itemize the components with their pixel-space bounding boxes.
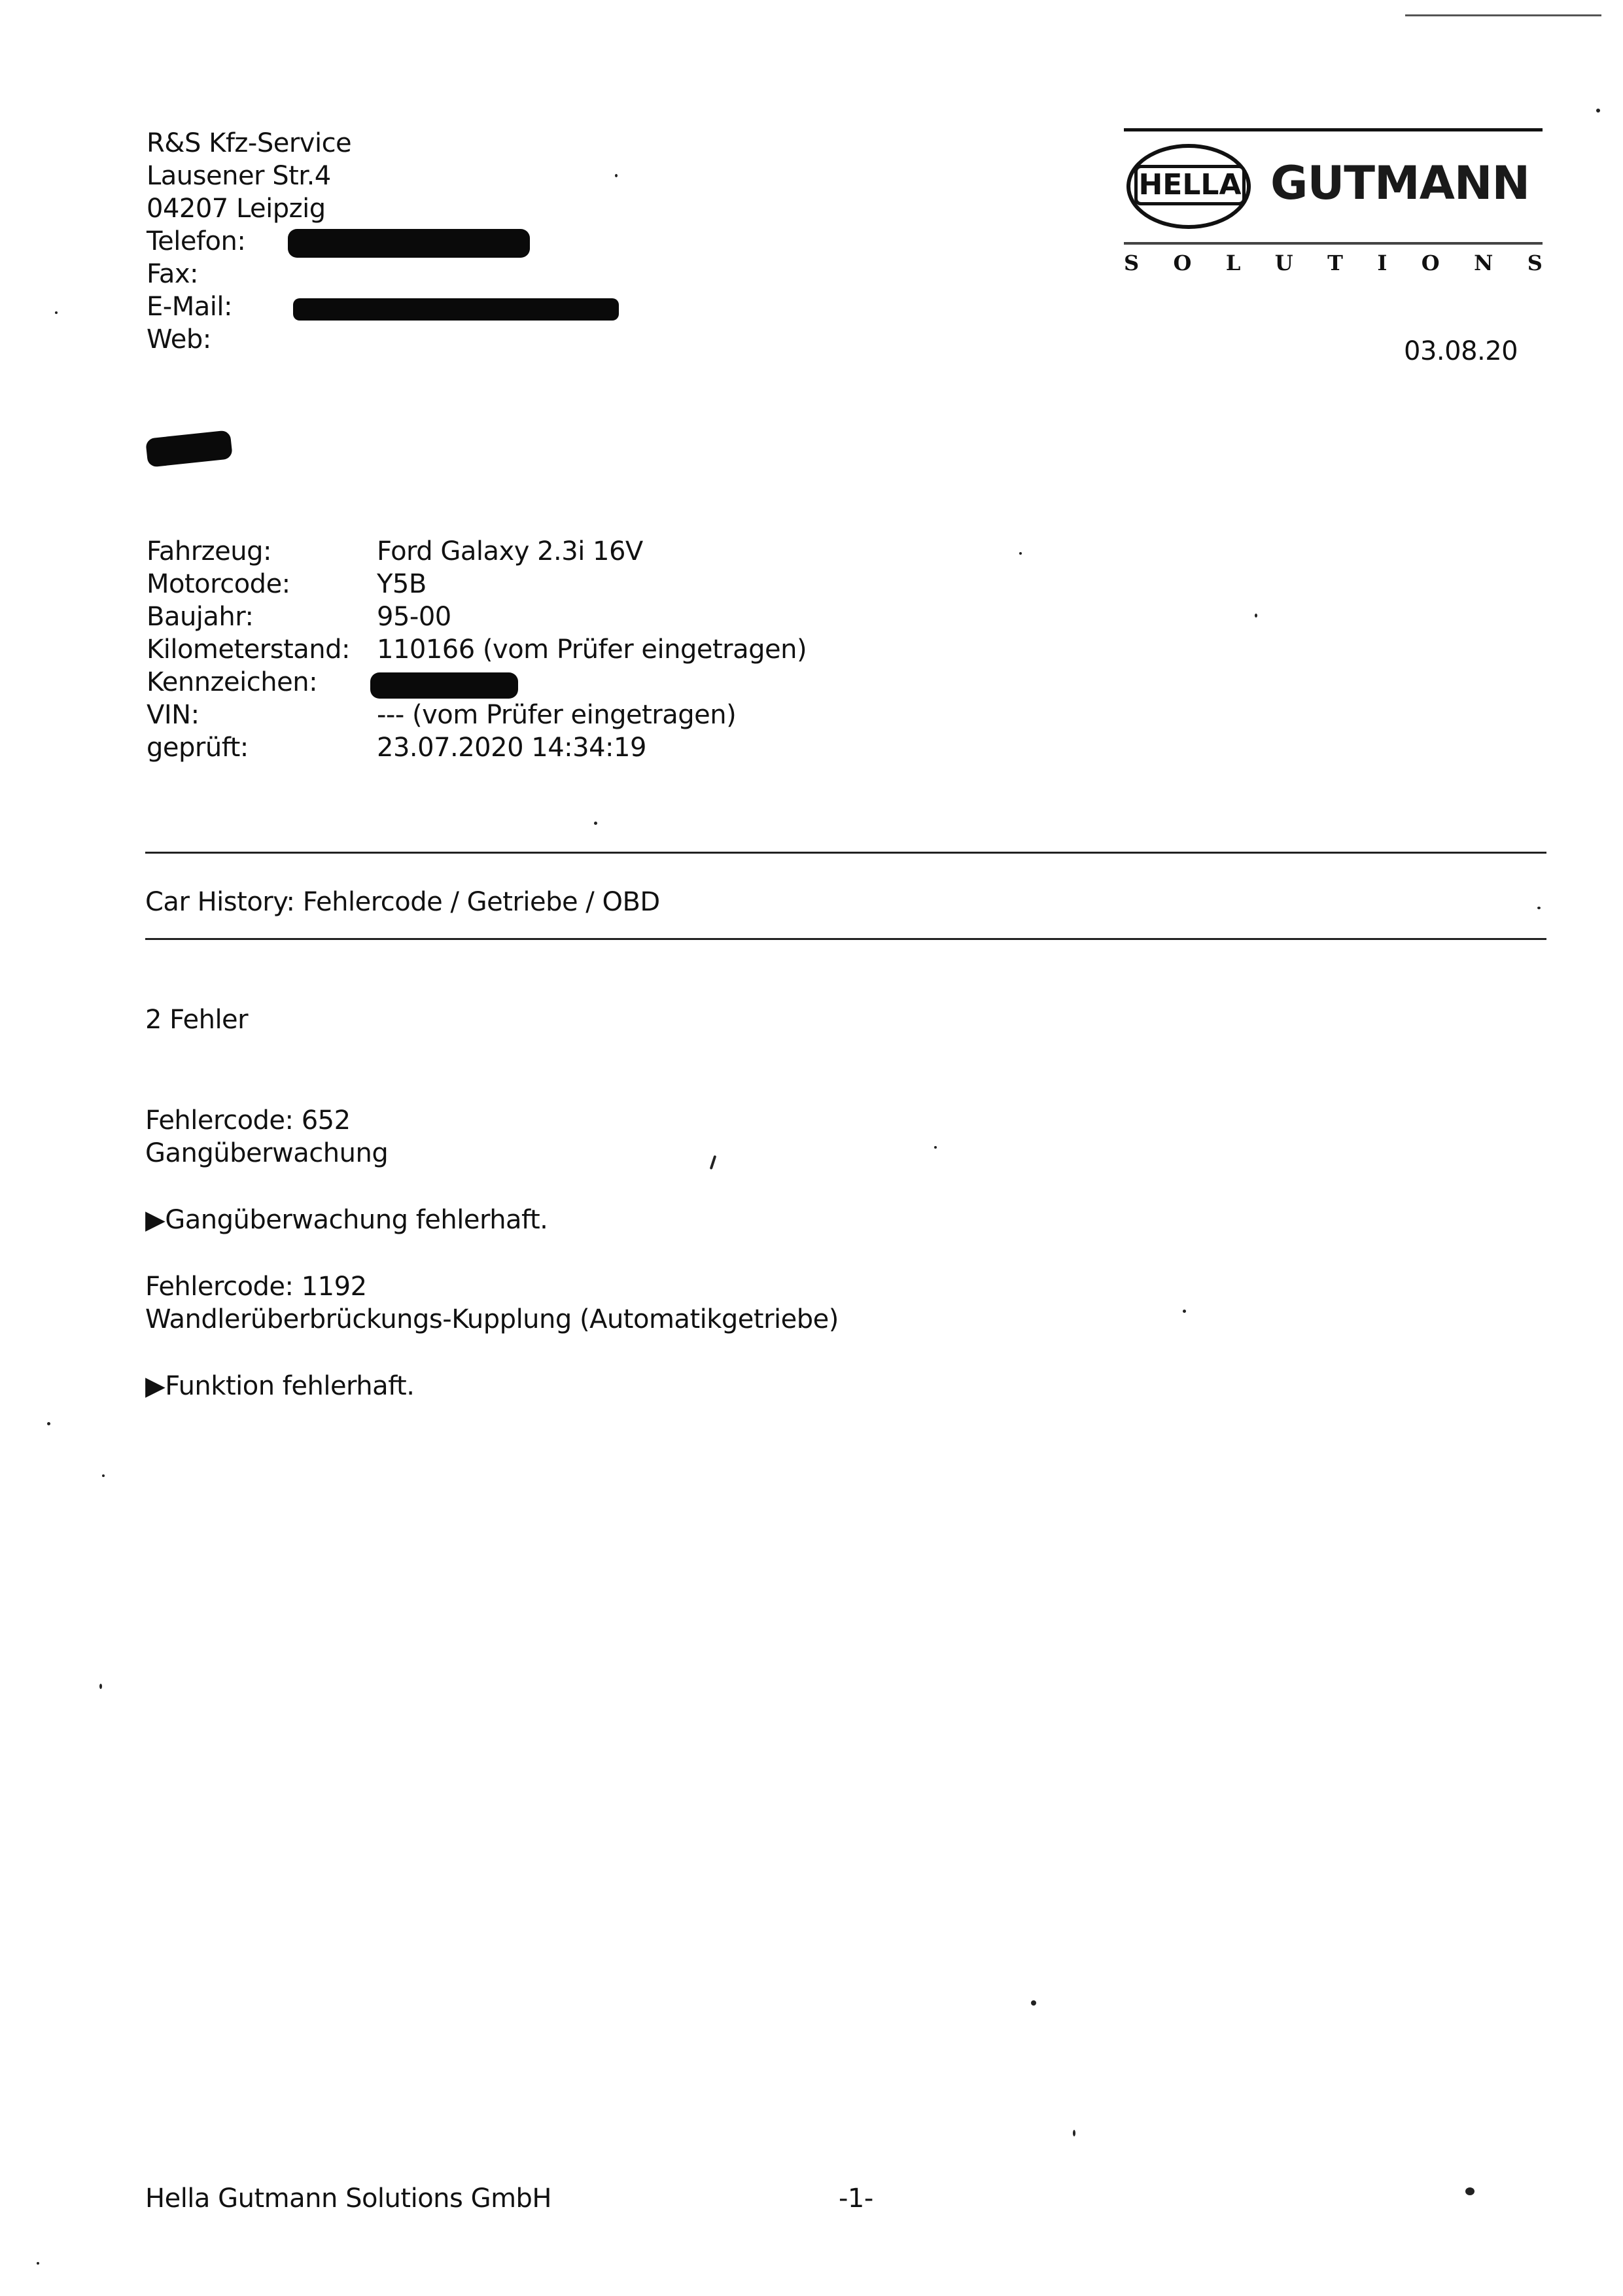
section-title: Car History: Fehlercode / Getriebe / OBD xyxy=(145,887,660,917)
logo-solutions-text xyxy=(1124,250,1543,276)
scan-speck xyxy=(1019,552,1022,555)
error-description: Gangüberwachung xyxy=(145,1138,389,1168)
scan-speck xyxy=(1405,14,1601,16)
vehicle-value: Y5B xyxy=(377,569,427,599)
vehicle-value: Ford Galaxy 2.3i 16V xyxy=(377,536,643,566)
scan-speck xyxy=(55,311,58,314)
section-top-rule xyxy=(145,852,1546,854)
logo-letter: O xyxy=(1421,251,1440,275)
scan-speck xyxy=(1537,907,1541,909)
vehicle-value: 23.07.2020 14:34:19 xyxy=(377,733,646,763)
vehicle-label: VIN: xyxy=(147,700,200,730)
error-detail: ▶Gangüberwachung fehlerhaft. xyxy=(145,1205,548,1235)
scan-speck xyxy=(615,174,618,177)
sender-city: 04207 Leipzig xyxy=(147,194,326,224)
vehicle-value: 95-00 xyxy=(377,602,451,632)
scan-speck xyxy=(1183,1310,1186,1313)
vehicle-value: 110166 (vom Prüfer eingetragen) xyxy=(377,635,807,665)
scan-speck xyxy=(1255,614,1257,617)
logo-gutmann-wordmark: GUTMANN xyxy=(1270,156,1530,210)
scan-speck xyxy=(594,822,597,825)
vehicle-label: Kennzeichen: xyxy=(147,667,318,697)
logo-letter: T xyxy=(1327,251,1343,275)
sender-company: R&S Kfz-Service xyxy=(147,128,352,158)
error-code: Fehlercode: 1192 xyxy=(145,1272,367,1302)
logo-letter: S xyxy=(1124,251,1140,275)
section-bottom-rule xyxy=(145,938,1546,940)
vehicle-label: Kilometerstand: xyxy=(147,635,350,665)
error-detail: ▶Funktion fehlerhaft. xyxy=(145,1371,415,1401)
hella-gutmann-logo xyxy=(1124,128,1543,285)
footer-page-number: -1- xyxy=(839,2183,873,2214)
logo-letter: S xyxy=(1527,251,1543,275)
logo-letter: L xyxy=(1225,251,1241,275)
scan-speck xyxy=(710,1155,717,1170)
scan-speck xyxy=(1596,109,1600,113)
scan-speck xyxy=(1073,2130,1075,2136)
redacted-email xyxy=(293,298,619,321)
scan-speck xyxy=(934,1146,937,1149)
logo-letter: O xyxy=(1173,251,1192,275)
scan-speck xyxy=(1465,2187,1475,2195)
scan-speck xyxy=(37,2262,39,2265)
redacted-recipient xyxy=(145,430,233,467)
scan-speck xyxy=(1031,2000,1036,2006)
scan-speck xyxy=(102,1474,105,1477)
redacted-license-plate xyxy=(370,672,518,699)
footer-company: Hella Gutmann Solutions GmbH xyxy=(145,2183,551,2214)
sender-web-label: Web: xyxy=(147,324,211,355)
document-date: 03.08.20 xyxy=(1404,336,1518,366)
logo-top-rule xyxy=(1124,128,1543,131)
logo-letter: I xyxy=(1377,251,1387,275)
logo-hella-wordmark: HELLA xyxy=(1134,165,1246,205)
vehicle-value: --- (vom Prüfer eingetragen) xyxy=(377,700,737,730)
vehicle-label: Fahrzeug: xyxy=(147,536,271,566)
sender-phone-label: Telefon: xyxy=(147,226,246,256)
sender-email-label: E-Mail: xyxy=(147,292,232,322)
logo-mid-rule xyxy=(1124,242,1543,245)
redacted-phone xyxy=(288,229,530,258)
vehicle-label: Baujahr: xyxy=(147,602,254,632)
error-count: 2 Fehler xyxy=(145,1005,249,1035)
vehicle-label: Motorcode: xyxy=(147,569,290,599)
sender-street: Lausener Str.4 xyxy=(147,161,331,191)
scan-speck xyxy=(99,1684,102,1689)
error-code: Fehlercode: 652 xyxy=(145,1105,351,1136)
error-description: Wandlerüberbrückungs-Kupplung (Automatikgetriebe) xyxy=(145,1304,839,1334)
logo-letter: N xyxy=(1474,251,1493,275)
scan-speck xyxy=(47,1422,50,1425)
vehicle-label: geprüft: xyxy=(147,733,249,763)
logo-letter: U xyxy=(1274,251,1293,275)
sender-fax-label: Fax: xyxy=(147,259,198,289)
